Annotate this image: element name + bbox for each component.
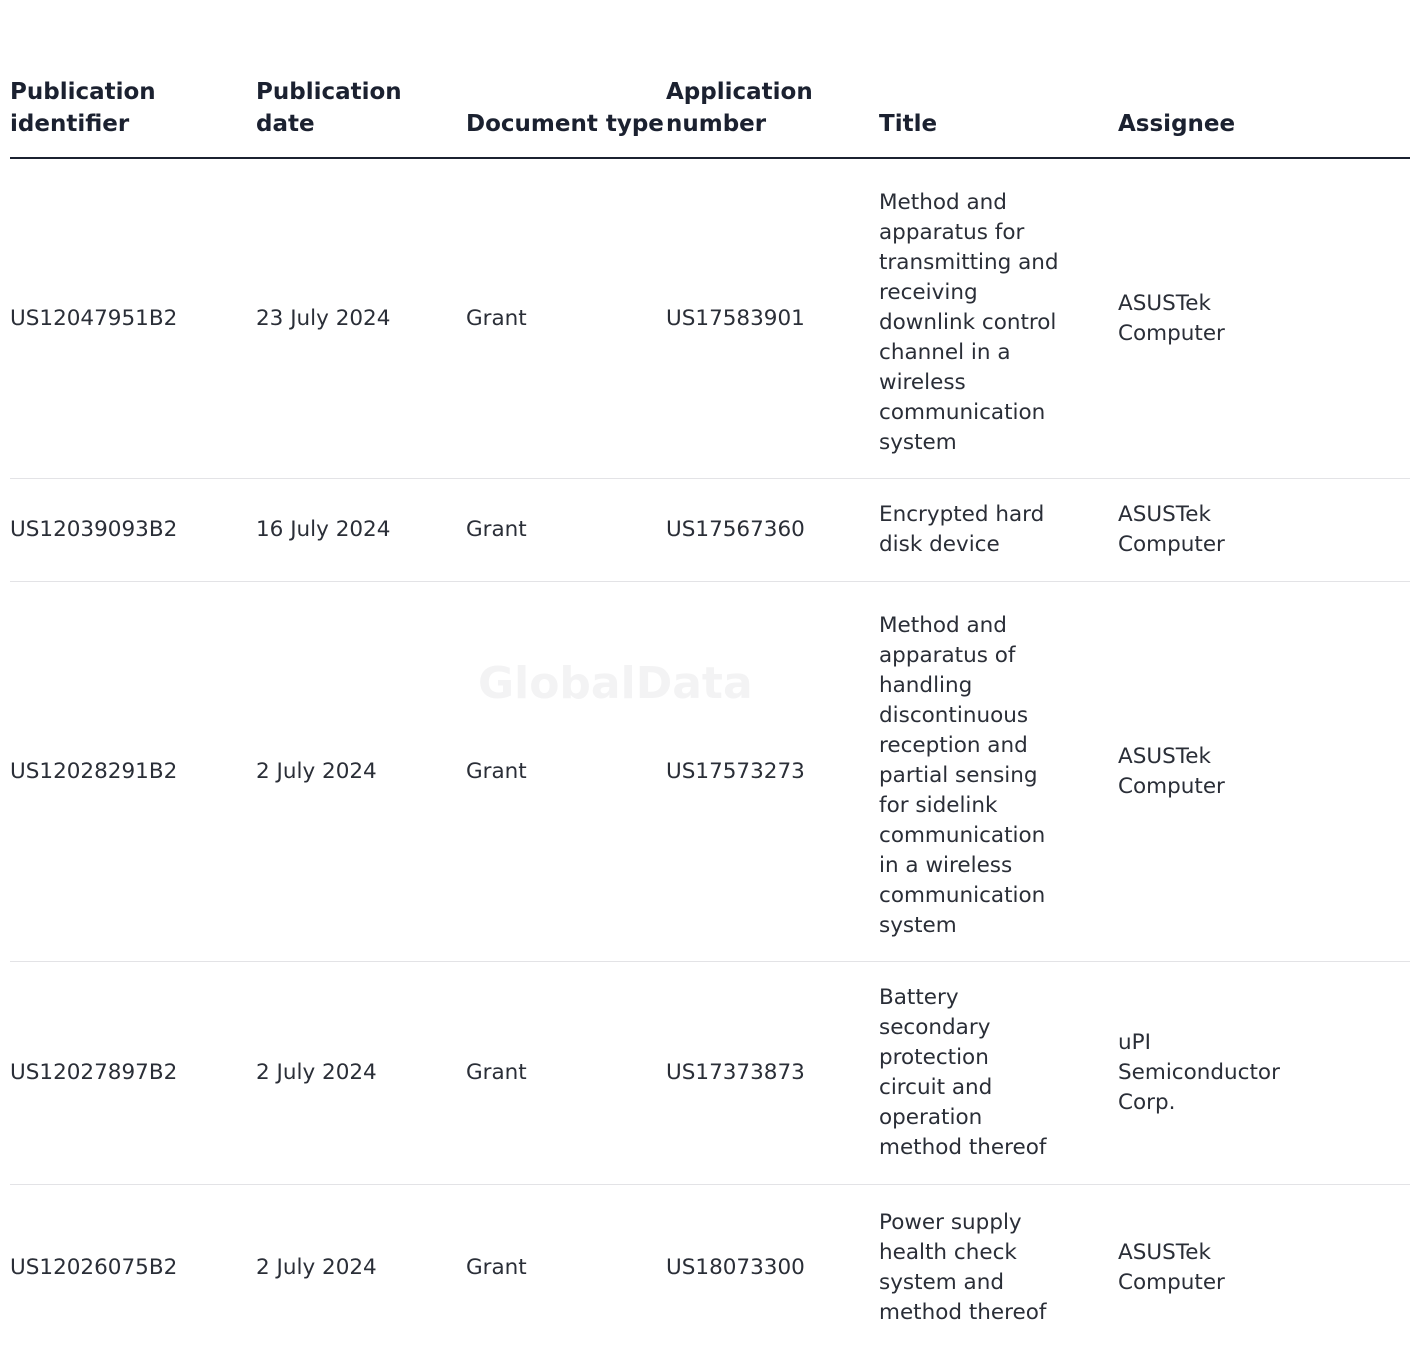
cell-publication-identifier: US12027897B2 [10,962,256,1185]
assignee-text: ASUSTek Computer [1118,502,1225,557]
assignee-text: uPI Semiconductor Corp. [1118,1030,1280,1115]
cell-title [879,1185,1118,1351]
table-row [10,962,1410,1185]
header-row [10,0,1410,158]
header-application-number [666,0,879,158]
cell-application-number: US17373873 [666,962,879,1185]
cell-application-number: US17567360 [666,479,879,582]
cell-document-type: Grant [466,158,666,479]
cell-publication-date: 2 July 2024 [256,1254,377,1280]
cell-publication-date: 23 July 2024 [256,158,466,479]
header-title [879,0,1118,158]
table-row [10,158,1410,479]
header-assignee [1118,0,1410,158]
cell-document-type: Grant [466,1254,527,1280]
header-label: Publication identifier [10,79,156,137]
cell-document-type: Grant [466,962,666,1185]
cell-publication-date: 2 July 2024 [256,582,466,962]
cell-title [879,479,1118,582]
title-text: Method and apparatus for transmitting and receiving downlink control channel in a wireless communication system [879,189,1059,455]
cell-publication-identifier: US12026075B2 [10,1254,178,1280]
cell-assignee [1118,962,1410,1185]
table-header [10,0,1410,158]
cell-application-number: US17573273 [666,582,879,962]
header-document-type [466,0,666,158]
cell-title [879,582,1118,962]
title-text: Method and apparatus of handling discontinuous reception and partial sensing for sidelink communication in a wireless communication system [879,612,1046,938]
table-row [10,479,1410,582]
patent-table-container[interactable] [10,0,1280,1370]
cell-publication-date: 16 July 2024 [256,479,466,582]
cell-title [879,158,1118,479]
cell-document-type: Grant [466,479,666,582]
header-label: Title [879,111,938,137]
table-row [10,582,1410,962]
header-label: Assignee [1118,111,1236,137]
header-publication-date [256,0,466,158]
cell-publication-identifier: US12028291B2 [10,582,256,962]
assignee-text: ASUSTek Computer [1118,743,1225,799]
cell-application-number: US18073300 [666,1254,805,1280]
assignee-text: ASUSTek Computer [1118,1239,1225,1295]
header-label: Document type [466,111,664,137]
cell-publication-date: 2 July 2024 [256,962,466,1185]
watermark: GlobalData [478,658,753,709]
title-text: Encrypted hard disk device [879,502,1045,557]
cell-assignee [1118,1185,1410,1351]
cell-assignee [1118,158,1410,479]
assignee-text: ASUSTek Computer [1118,290,1225,346]
cell-application-number: US17583901 [666,158,879,479]
cell-publication-identifier: US12047951B2 [10,158,256,479]
table-row [10,1185,1410,1351]
cell-document-type: Grant [466,582,666,962]
title-text: Battery secondary protection circuit and operation method thereof [879,985,1047,1160]
title-text: Power supply health check system and method thereof [879,1209,1047,1325]
header-publication-identifier [10,0,256,158]
cell-assignee [1118,479,1410,582]
cell-assignee [1118,582,1410,962]
table-body [10,158,1410,1350]
patent-table [10,0,1410,1350]
header-label: Publication date [256,79,402,137]
header-label: Application number [666,79,813,137]
cell-publication-identifier: US12039093B2 [10,479,256,582]
cell-title [879,962,1118,1185]
